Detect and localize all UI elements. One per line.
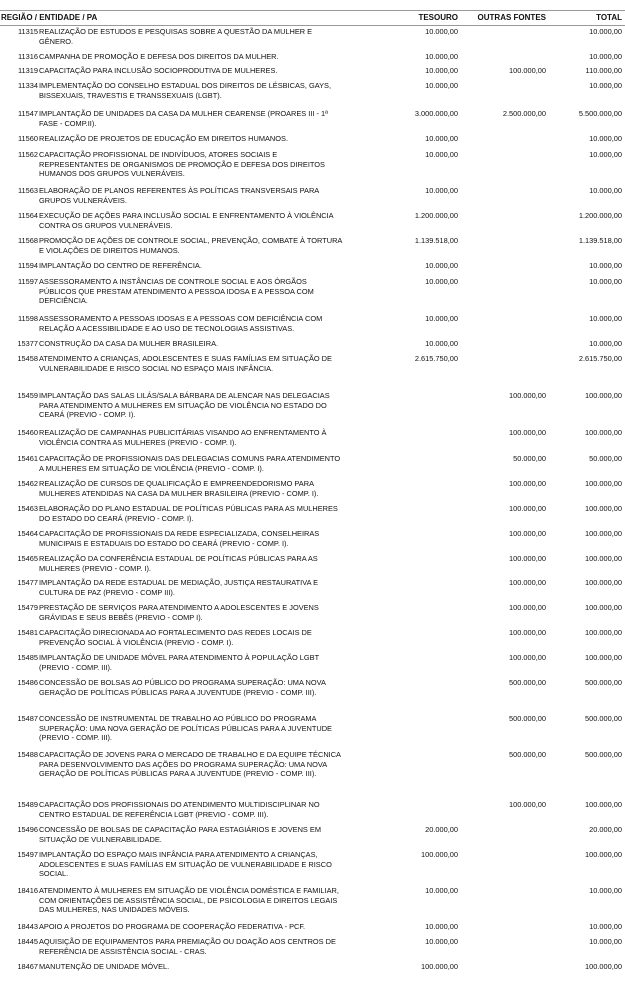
row-code: 11334 (17, 81, 38, 90)
row-description: IMPLANTAÇÃO DO ESPAÇO MAIS INFÂNCIA PARA ATENDIMENTO A CRIANÇAS, ADOLESCENTES E SUAS FAMÍLIAS EM SITUAÇÃO DE VULNERABILIDADE E RISCO SOCIAL. (39, 850, 332, 879)
row-total: 110.000,00 (585, 66, 622, 75)
row-outras-fontes: 100.000,00 (509, 66, 546, 75)
row-code: 15459 (17, 391, 38, 400)
header-outras-fontes: OUTRAS FONTES (477, 13, 546, 22)
row-code: 15464 (17, 529, 38, 538)
row-code: 11568 (17, 236, 38, 245)
row-tesouro: 10.000,00 (425, 150, 458, 159)
row-outras-fontes: 100.000,00 (509, 529, 546, 538)
row-description: ATENDIMENTO À MULHERES EM SITUAÇÃO DE VIOLÊNCIA DOMÉSTICA E FAMILIAR, COM ORIENTAÇÕES DE ASSISTÊNCIA SOCIAL, DE PSICOLOGIA E DIREITOS LEGAIS DAS MULHERES, NAS UNIDADES MÓVEIS. (39, 886, 339, 915)
row-code: 15489 (17, 800, 38, 809)
row-description: IMPLANTAÇÃO DAS SALAS LILÁS/SALA BÁRBARA DE ALENCAR NAS DELEGACIAS PARA ATENDIMENTO A MULHERES EM SITUAÇÃO DE VIOLÊNCIA NO ESTADO DO CEARÁ (PREVIO - COMP. I). (39, 391, 330, 420)
row-code: 11560 (17, 134, 38, 143)
row-description: REALIZAÇÃO DE ESTUDOS E PESQUISAS SOBRE A QUESTÃO DA MULHER E GÊNERO. (39, 27, 313, 46)
row-tesouro: 10.000,00 (425, 886, 458, 895)
row-total: 10.000,00 (589, 314, 622, 323)
row-description: CAPACITAÇÃO DE PROFISSIONAIS DA REDE ESPECIALIZADA, CONSELHEIRAS MUNICIPAIS E ESTADUAIS DO ESTADO DO CEARÁ (PREVIO - COMP. I). (39, 529, 320, 548)
row-description: CAPACITAÇÃO DE PROFISSIONAIS DAS DELEGACIAS COMUNS PARA ATENDIMENTO A MULHERES EM SITUAÇÃO DE VIOLÊNCIA (PREVIO - COMP. I). (39, 454, 341, 473)
row-description: CONSTRUÇÃO DA CASA DA MULHER BRASILEIRA. (39, 339, 219, 348)
row-total: 10.000,00 (589, 134, 622, 143)
row-description: IMPLANTAÇÃO DO CENTRO DE REFERÊNCIA. (39, 261, 202, 270)
row-description: IMPLEMENTAÇÃO DO CONSELHO ESTADUAL DOS DIREITOS DE LÉSBICAS, GAYS, BISSEXUAIS, TRAVESTIS E TRANSSEXUAIS (LGBT). (39, 81, 331, 100)
row-code: 11564 (17, 211, 38, 220)
row-tesouro: 10.000,00 (425, 186, 458, 195)
header-total: TOTAL (596, 13, 622, 22)
row-description: AQUISIÇÃO DE EQUIPAMENTOS PARA PREMIAÇÃO OU DOAÇÃO AOS CENTROS DE REFERÊNCIA DE ASSISTÊNCIA SOCIAL - CRAS. (39, 937, 336, 956)
row-total: 100.000,00 (585, 628, 622, 637)
row-code: 11597 (17, 277, 38, 286)
row-total: 100.000,00 (585, 554, 622, 563)
row-total: 100.000,00 (585, 850, 622, 859)
header-tesouro: TESOURO (418, 13, 458, 22)
row-description: REALIZAÇÃO DA CONFERÊNCIA ESTADUAL DE POLÍTICAS PÚBLICAS PARA AS MULHERES (PREVIO - COMP. I). (39, 554, 318, 573)
row-code: 15497 (17, 850, 38, 859)
row-outras-fontes: 50.000,00 (513, 454, 546, 463)
row-total: 100.000,00 (585, 578, 622, 587)
row-tesouro: 3.000.000,00 (414, 109, 458, 118)
row-code: 18467 (17, 962, 38, 971)
header-bottom-rule (0, 25, 625, 26)
row-code: 11316 (17, 52, 38, 61)
row-outras-fontes: 100.000,00 (509, 504, 546, 513)
row-outras-fontes: 500.000,00 (509, 750, 546, 759)
row-code: 15488 (17, 750, 38, 759)
row-tesouro: 10.000,00 (425, 339, 458, 348)
row-outras-fontes: 100.000,00 (509, 578, 546, 587)
row-total: 100.000,00 (585, 504, 622, 513)
row-total: 500.000,00 (585, 714, 622, 723)
row-code: 11563 (17, 186, 38, 195)
row-code: 18445 (17, 937, 38, 946)
row-tesouro: 10.000,00 (425, 81, 458, 90)
row-tesouro: 10.000,00 (425, 314, 458, 323)
row-outras-fontes: 100.000,00 (509, 628, 546, 637)
row-total: 100.000,00 (585, 603, 622, 612)
row-tesouro: 10.000,00 (425, 52, 458, 61)
row-tesouro: 10.000,00 (425, 134, 458, 143)
row-description: ASSESSORAMENTO A INSTÂNCIAS DE CONTROLE SOCIAL E AOS ÓRGÃOS PÚBLICOS QUE PRESTAM ATENDIMENTO A PESSOA IDOSA E A PESSOA COM DEFICIÊNCIA. (39, 277, 314, 306)
row-description: CAPACITAÇÃO DOS PROFISSIONAIS DO ATENDIMENTO MULTIDISCIPLINAR NO CENTRO ESTADUAL DE REFERÊNCIA LGBT (PREVIO - COMP. III). (39, 800, 320, 819)
row-code: 18443 (17, 922, 38, 931)
row-outras-fontes: 100.000,00 (509, 391, 546, 400)
row-total: 10.000,00 (589, 922, 622, 931)
row-total: 20.000,00 (589, 825, 622, 834)
table-header (0, 11, 625, 25)
row-total: 100.000,00 (585, 391, 622, 400)
row-description: CONCESSÃO DE BOLSAS DE CAPACITAÇÃO PARA ESTAGIÁRIOS E JOVENS EM SITUAÇÃO DE VULNERABILIDADE. (39, 825, 322, 844)
row-description: ELABORAÇÃO DO PLANO ESTADUAL DE POLÍTICAS PÚBLICAS PARA AS MULHERES DO ESTADO DO CEARÁ (PREVIO - COMP. I). (39, 504, 338, 523)
row-code: 15477 (17, 578, 38, 587)
row-outras-fontes: 100.000,00 (509, 554, 546, 563)
row-description: CAPACITAÇÃO PROFISSIONAL DE INDIVÍDUOS, ATORES SOCIAIS E REPRESENTANTES DE ORGANISMOS DE PROMOÇÃO E DEFESA DOS DIREITOS HUMANOS DOS GRUPOS VULNERÁVEIS. (39, 150, 325, 179)
row-total: 10.000,00 (589, 186, 622, 195)
row-description: MANUTENÇÃO DE UNIDADE MÓVEL. (39, 962, 170, 971)
row-code: 11594 (17, 261, 38, 270)
row-description: PRESTAÇÃO DE SERVIÇOS PARA ATENDIMENTO A ADOLESCENTES E JOVENS GRÁVIDAS E SEUS BEBÊS (PREVIO - COMP I). (39, 603, 319, 622)
row-total: 100.000,00 (585, 529, 622, 538)
row-tesouro: 100.000,00 (421, 962, 458, 971)
row-tesouro: 2.615.750,00 (414, 354, 458, 363)
row-description: REALIZAÇÃO DE CURSOS DE QUALIFICAÇÃO E EMPREENDEDORISMO PARA MULHERES ATENDIDAS NA CASA DA MULHER BRASILEIRA (PREVIO - COMP. I). (39, 479, 319, 498)
row-outras-fontes: 500.000,00 (509, 714, 546, 723)
row-outras-fontes: 500.000,00 (509, 678, 546, 687)
row-description: REALIZAÇÃO DE PROJETOS DE EDUCAÇÃO EM DIREITOS HUMANOS. (39, 134, 288, 143)
row-code: 15463 (17, 504, 38, 513)
row-description: ASSESSORAMENTO A PESSOAS IDOSAS E A PESSOAS COM DEFICIÊNCIA COM RELAÇÃO A ACESSIBILIDADE E AO USO DE TECNOLOGIAS ASSISTIVAS. (39, 314, 323, 333)
row-total: 10.000,00 (589, 339, 622, 348)
row-tesouro: 100.000,00 (421, 850, 458, 859)
row-total: 1.139.518,00 (578, 236, 622, 245)
row-total: 10.000,00 (589, 150, 622, 159)
row-description: CAPACITAÇÃO PARA INCLUSÃO SOCIOPRODUTIVA DE MULHERES. (39, 66, 278, 75)
row-total: 500.000,00 (585, 750, 622, 759)
row-code: 11315 (17, 27, 38, 36)
row-total: 10.000,00 (589, 261, 622, 270)
row-total: 10.000,00 (589, 27, 622, 36)
row-tesouro: 1.200.000,00 (414, 211, 458, 220)
row-total: 100.000,00 (585, 479, 622, 488)
row-description: IMPLANTAÇÃO DE UNIDADE MÓVEL PARA ATENDIMENTO À POPULAÇÃO LGBT (PREVIO - COMP. III). (39, 653, 319, 672)
row-outras-fontes: 100.000,00 (509, 653, 546, 662)
row-code: 11319 (17, 66, 38, 75)
row-description: APOIO A PROJETOS DO PROGRAMA DE COOPERAÇÃO FEDERATIVA - PCF. (39, 922, 306, 931)
row-description: IMPLANTAÇÃO DA REDE ESTADUAL DE MEDIAÇÃO, JUSTIÇA RESTAURATIVA E CULTURA DE PAZ (PREVIO - COMP III). (39, 578, 319, 597)
row-code: 15462 (17, 479, 38, 488)
row-code: 11547 (17, 109, 38, 118)
row-description: CONCESSÃO DE INSTRUMENTAL DE TRABALHO AO PÚBLICO DO PROGRAMA SUPERAÇÃO: UMA NOVA GERAÇÃO DE POLÍTICAS PÚBLICAS PARA A JUVENTUDE (PREVIO - COMP. III). (39, 714, 332, 743)
row-code: 15460 (17, 428, 38, 437)
row-total: 100.000,00 (585, 800, 622, 809)
row-code: 15461 (17, 454, 38, 463)
row-tesouro: 10.000,00 (425, 261, 458, 270)
row-total: 10.000,00 (589, 52, 622, 61)
row-description: IMPLANTAÇÃO DE UNIDADES DA CASA DA MULHER CEARENSE (PROARES III - 1ª FASE - COMP.II). (39, 109, 328, 128)
row-total: 1.200.000,00 (578, 211, 622, 220)
row-outras-fontes: 2.500.000,00 (502, 109, 546, 118)
row-code: 15496 (17, 825, 38, 834)
row-tesouro: 10.000,00 (425, 937, 458, 946)
row-code: 15377 (17, 339, 38, 348)
row-total: 10.000,00 (589, 81, 622, 90)
row-tesouro: 10.000,00 (425, 922, 458, 931)
row-outras-fontes: 100.000,00 (509, 428, 546, 437)
row-code: 18416 (17, 886, 38, 895)
row-total: 500.000,00 (585, 678, 622, 687)
row-description: CAMPANHA DE PROMOÇÃO E DEFESA DOS DIREITOS DA MULHER. (39, 52, 279, 61)
row-tesouro: 10.000,00 (425, 27, 458, 36)
row-total: 10.000,00 (589, 886, 622, 895)
row-total: 100.000,00 (585, 653, 622, 662)
row-tesouro: 10.000,00 (425, 277, 458, 286)
row-tesouro: 10.000,00 (425, 66, 458, 75)
row-code: 15485 (17, 653, 38, 662)
row-description: CAPACITAÇÃO DIRECIONADA AO FORTALECIMENTO DAS REDES LOCAIS DE PREVENÇÃO SOCIAL À VIOLÊNCIA (PREVIO - COMP. I). (39, 628, 312, 647)
row-total: 2.615.750,00 (578, 354, 622, 363)
row-description: ATENDIMENTO A CRIANÇAS, ADOLESCENTES E SUAS FAMÍLIAS EM SITUAÇÃO DE VULNERABILIDADE E RISCO SOCIAL NO ESPAÇO MAIS INFÂNCIA. (39, 354, 332, 373)
row-total: 10.000,00 (589, 277, 622, 286)
row-total: 100.000,00 (585, 428, 622, 437)
row-description: PROMOÇÃO DE AÇÕES DE CONTROLE SOCIAL, PREVENÇÃO, COMBATE À TORTURA E VIOLAÇÕES DE DIREITOS HUMANOS. (39, 236, 342, 255)
row-description: CONCESSÃO DE BOLSAS AO PÚBLICO DO PROGRAMA SUPERAÇÃO: UMA NOVA GERAÇÃO DE POLÍTICAS PÚBLICAS PARA A JUVENTUDE (PREVIO - COMP. III). (39, 678, 326, 697)
row-outras-fontes: 100.000,00 (509, 479, 546, 488)
row-total: 10.000,00 (589, 937, 622, 946)
row-total: 5.500.000,00 (578, 109, 622, 118)
row-code: 15487 (17, 714, 38, 723)
row-description: EXECUÇÃO DE AÇÕES PARA INCLUSÃO SOCIAL E ENFRENTAMENTO À VIOLÊNCIA CONTRA OS GRUPOS VULNERÁVEIS. (39, 211, 334, 230)
row-total: 100.000,00 (585, 962, 622, 971)
row-code: 15458 (17, 354, 38, 363)
row-code: 15486 (17, 678, 38, 687)
row-code: 15481 (17, 628, 38, 637)
row-description: ELABORAÇÃO DE PLANOS REFERENTES ÀS POLÍTICAS TRANSVERSAIS PARA GRUPOS VULNERÁVEIS. (39, 186, 319, 205)
row-outras-fontes: 100.000,00 (509, 603, 546, 612)
row-code: 11598 (17, 314, 38, 323)
row-code: 15465 (17, 554, 38, 563)
row-code: 15479 (17, 603, 38, 612)
header-region-entity-pa: REGIÃO / ENTIDADE / PA (1, 13, 98, 22)
row-total: 50.000,00 (589, 454, 622, 463)
row-description: REALIZAÇÃO DE CAMPANHAS PUBLICITÁRIAS VISANDO AO ENFRENTAMENTO À VIOLÊNCIA CONTRA AS MULHERES (PREVIO - COMP. I). (39, 428, 327, 447)
row-code: 11562 (17, 150, 38, 159)
row-description: CAPACITAÇÃO DE JOVENS PARA O MERCADO DE TRABALHO E DA EQUIPE TÉCNICA PARA DESENVOLVIMENTO DAS AÇÕES DO PROGRAMA SUPERAÇÃO: UMA NOVA GERAÇÃO DE POLÍTICAS PÚBLICAS PARA A JUVENTUDE (PREVIO - COMP. III). (39, 750, 341, 779)
row-tesouro: 1.139.518,00 (414, 236, 458, 245)
row-tesouro: 20.000,00 (425, 825, 458, 834)
row-outras-fontes: 100.000,00 (509, 800, 546, 809)
